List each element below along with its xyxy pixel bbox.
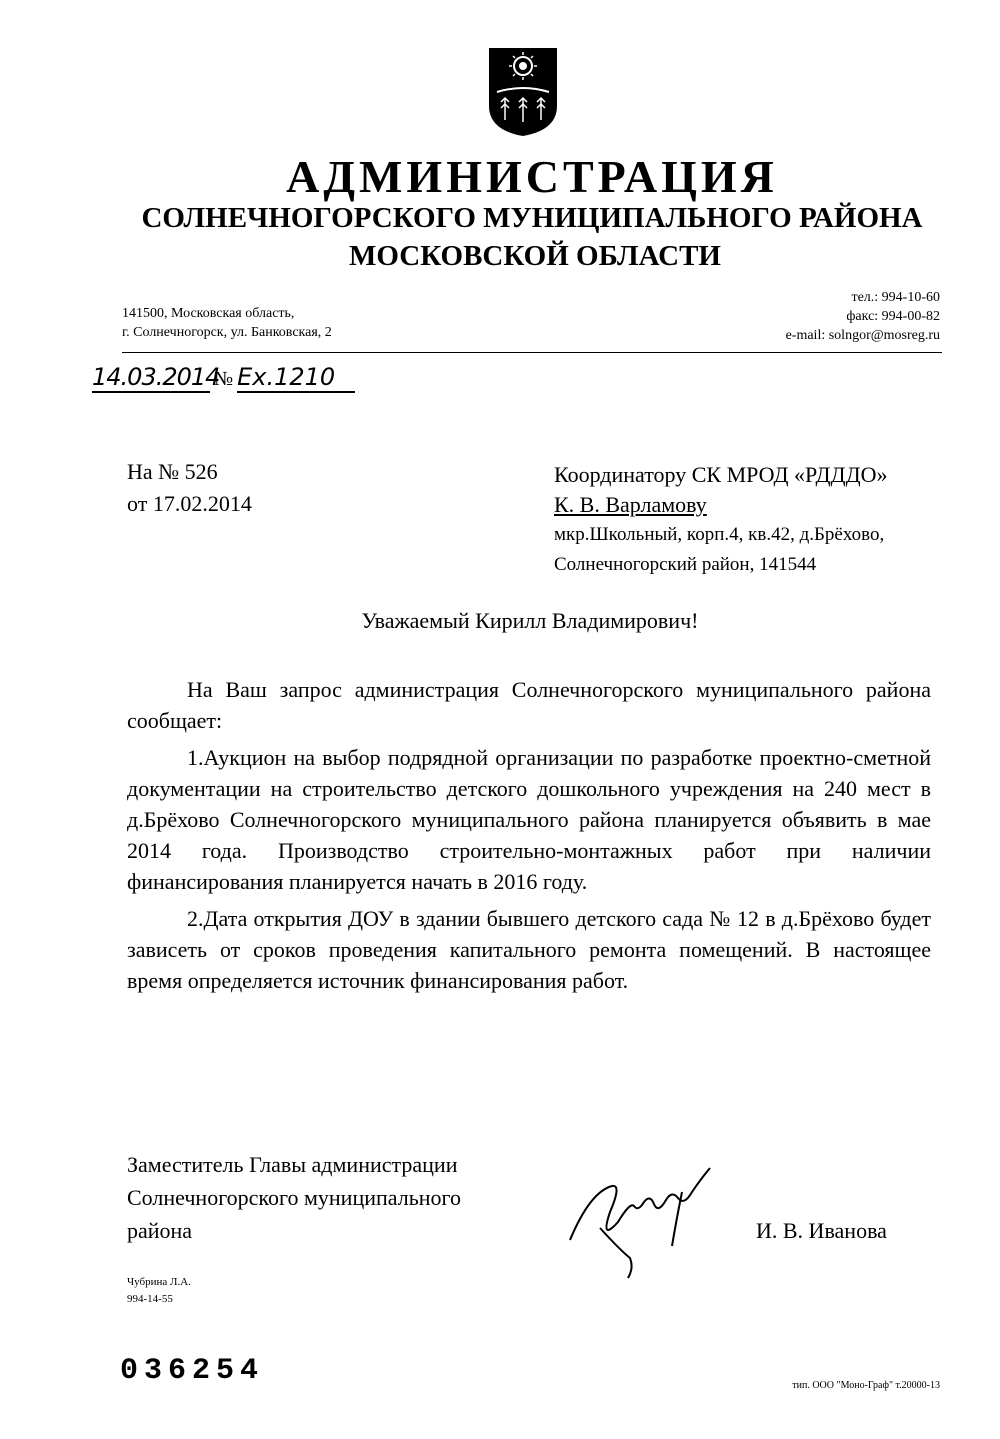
printer-imprint: тип. ООО "Моно-Граф" т.20000-13 <box>792 1380 940 1391</box>
paragraph: 1.Аукцион на выбор подрядной организации по разработке проектно-сметной документации на строительство детского дошкольного учреждения на 240 мест в д.Брёхово Солнечногорского муниципального района планируется объявить в мае 2014 года. Производство строительно-монтажных работ при наличии финансирования планируется начать в 2016 году. <box>127 745 931 894</box>
executor-block <box>127 1274 191 1308</box>
org-title: АДМИНИСТРАЦИЯ <box>286 151 778 202</box>
registration-number: Ех.1210 <box>237 363 355 393</box>
org-subtitle-district: СОЛНЕЧНОГОРСКОГО МУНИЦИПАЛЬНОГО РАЙОНА <box>141 202 923 234</box>
org-subtitle-region: МОСКОВСКОЙ ОБЛАСТИ <box>348 240 721 272</box>
email: e-mail: solngor@mosreg.ru <box>785 328 940 343</box>
signatory-name: И. В. Иванова <box>756 1218 887 1243</box>
recipient-address-2: Солнечногорский район, 141544 <box>554 554 817 575</box>
position-line-3: района <box>127 1218 193 1243</box>
registration-line <box>92 358 355 393</box>
signatory-position <box>127 1148 461 1247</box>
coat-of-arms-icon <box>487 46 559 138</box>
position-line-1: Заместитель Главы администрации <box>127 1152 458 1177</box>
phone: тел.: 994-10-60 <box>851 290 940 305</box>
letter-body <box>127 674 931 1002</box>
contacts-block <box>786 288 940 345</box>
form-serial-number: 036254 <box>120 1354 265 1388</box>
registration-date: 14.03.2014 <box>92 363 220 391</box>
reference-block <box>127 456 252 520</box>
recipient-title: Координатору СК МРОД «РДДДО» <box>554 462 888 487</box>
address-line-2: г. Солнечногорск, ул. Банковская, 2 <box>122 325 332 340</box>
postal-address <box>122 304 332 342</box>
fax: факс: 994-00-82 <box>846 309 940 324</box>
greeting: Уважаемый Кирилл Владимирович! <box>361 608 699 633</box>
recipient-block <box>554 460 887 580</box>
address-line-1: 141500, Московская область, <box>122 306 295 321</box>
recipient-address-1: мкр.Школьный, корп.4, кв.42, д.Брёхово, <box>554 524 885 545</box>
number-sign: № <box>214 368 234 390</box>
paragraph: На Ваш запрос администрация Солнечногорского муниципального района сообщает: <box>127 677 931 733</box>
header-divider <box>122 352 942 353</box>
executor-name: Чубрина Л.А. <box>127 1276 191 1288</box>
reference-date: от 17.02.2014 <box>127 491 252 516</box>
reference-number: На № 526 <box>127 459 218 484</box>
recipient-name: К. В. Варламову <box>554 492 707 517</box>
handwritten-signature <box>560 1162 730 1282</box>
position-line-2: Солнечногорского муниципального <box>127 1185 461 1210</box>
paragraph: 2.Дата открытия ДОУ в здании бывшего детского сада № 12 в д.Брёхово будет зависеть от сроков проведения капитального ремонта помещений. В настоящее время определяется источник финансирования работ. <box>127 906 931 993</box>
executor-phone: 994-14-55 <box>127 1293 173 1305</box>
